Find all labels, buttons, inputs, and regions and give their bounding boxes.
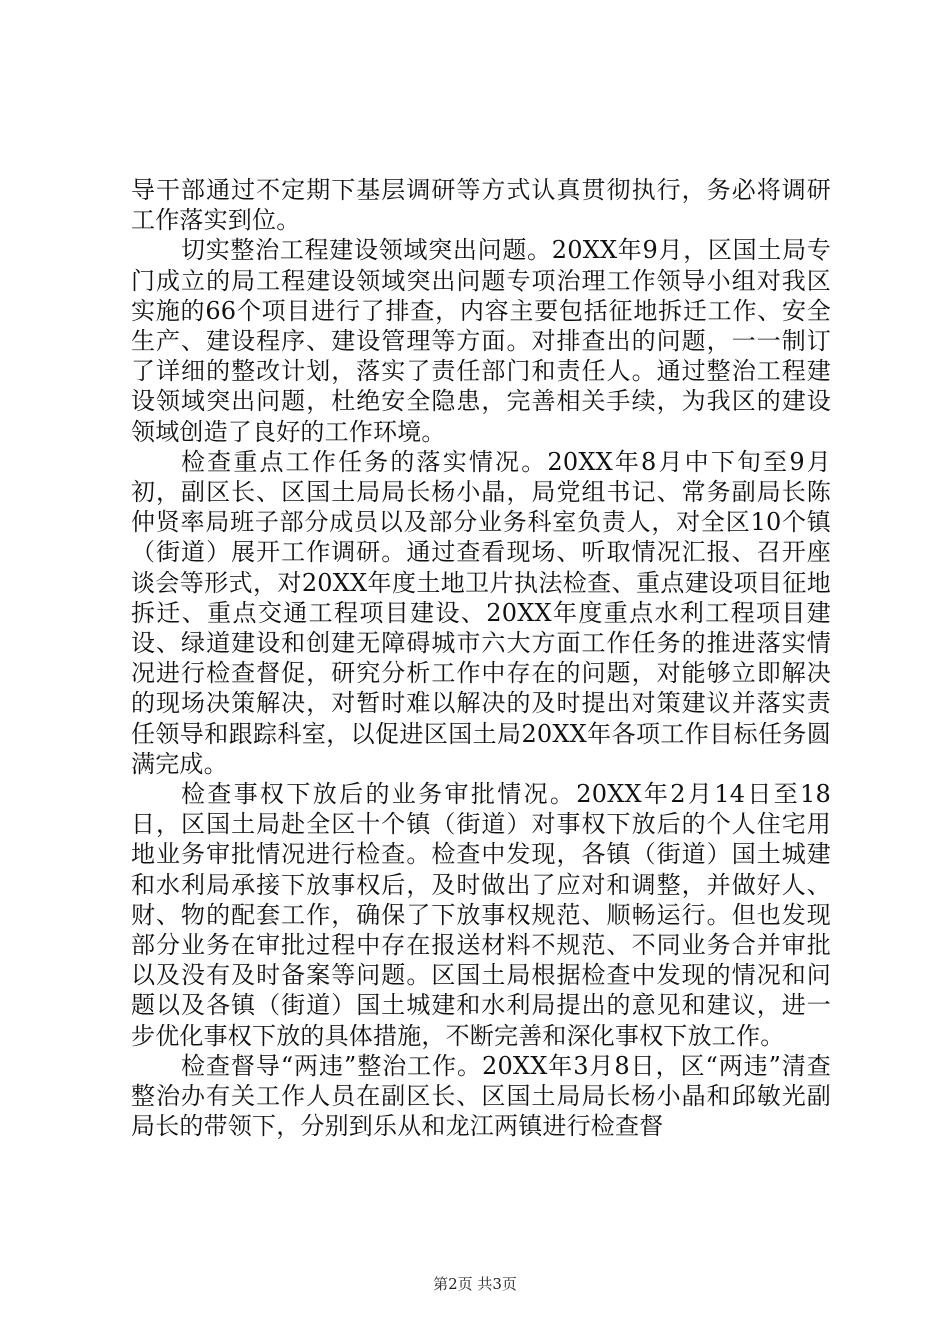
- paragraph-continuation: 导干部通过不定期下基层调研等方式认真贯彻执行，务必将调研工作落实到位。: [131, 176, 831, 235]
- page-footer: 第2页 共3页: [433, 1275, 517, 1293]
- paragraph-two-violations: 检查督导“两违”整治工作。20XX年3月8日，区“两违”清查整治办有关工作人员在副区长、区国土局局长杨小晶和邱敏光副局长的带领下，分别到乐从和龙江两镇进行检查督: [131, 1051, 831, 1141]
- document-body: [131, 175, 831, 1142]
- paragraph-key-tasks-inspection: 检查重点工作任务的落实情况。20XX年8月中下旬至9月初，副区长、区国土局局长杨小晶，局党组书记、常务副局长陈仲贤率局班子部分成员以及部分业务科室负责人，对全区10个镇（街道）展开工作调研。通过查看现场、听取情况汇报、召开座谈会等形式，对20XX年度土地卫片执法检查、重点建设项目征地拆迁、重点交通工程项目建设、20XX年度重点水利工程项目建设、绿道建设和创建无障碍城市六大方面工作任务的推进落实情况进行检查督促，研究分析工作中存在的问题，对能够立即解决的现场决策解决，对暂时难以解决的及时提出对策建议并落实责任领导和跟踪科室，以促进区国土局20XX年各项工作目标任务圆满完成。: [131, 447, 831, 778]
- paragraph-approval-inspection: 检查事权下放后的业务审批情况。20XX年2月14日至18日，区国土局赴全区十个镇（街道）对事权下放后的个人住宅用地业务审批情况进行检查。检查中发现，各镇（街道）国土城建和水利局承接下放事权后，及时做出了应对和调整，并做好人、财、物的配套工作，确保了下放事权规范、顺畅运行。但也发现部分业务在审批过程中存在报送材料不规范、不同业务合并审批以及没有及时备案等问题。区国土局根据检查中发现的情况和问题以及各镇（街道）国土城建和水利局提出的意见和建议，进一步优化事权下放的具体措施，不断完善和深化事权下放工作。: [131, 780, 831, 1050]
- paragraph-engineering-issues: 切实整治工程建设领域突出问题。20XX年9月，区国土局专门成立的局工程建设领域突出问题专项治理工作领导小组对我区实施的66个项目进行了排查，内容主要包括征地拆迁工作、安全生产、建设程序、建设管理等方面。对排查出的问题，一一制订了详细的整改计划，落实了责任部门和责任人。通过整治工程建设领域突出问题，杜绝安全隐患，完善相关手续，为我区的建设领域创造了良好的工作环境。: [131, 236, 831, 446]
